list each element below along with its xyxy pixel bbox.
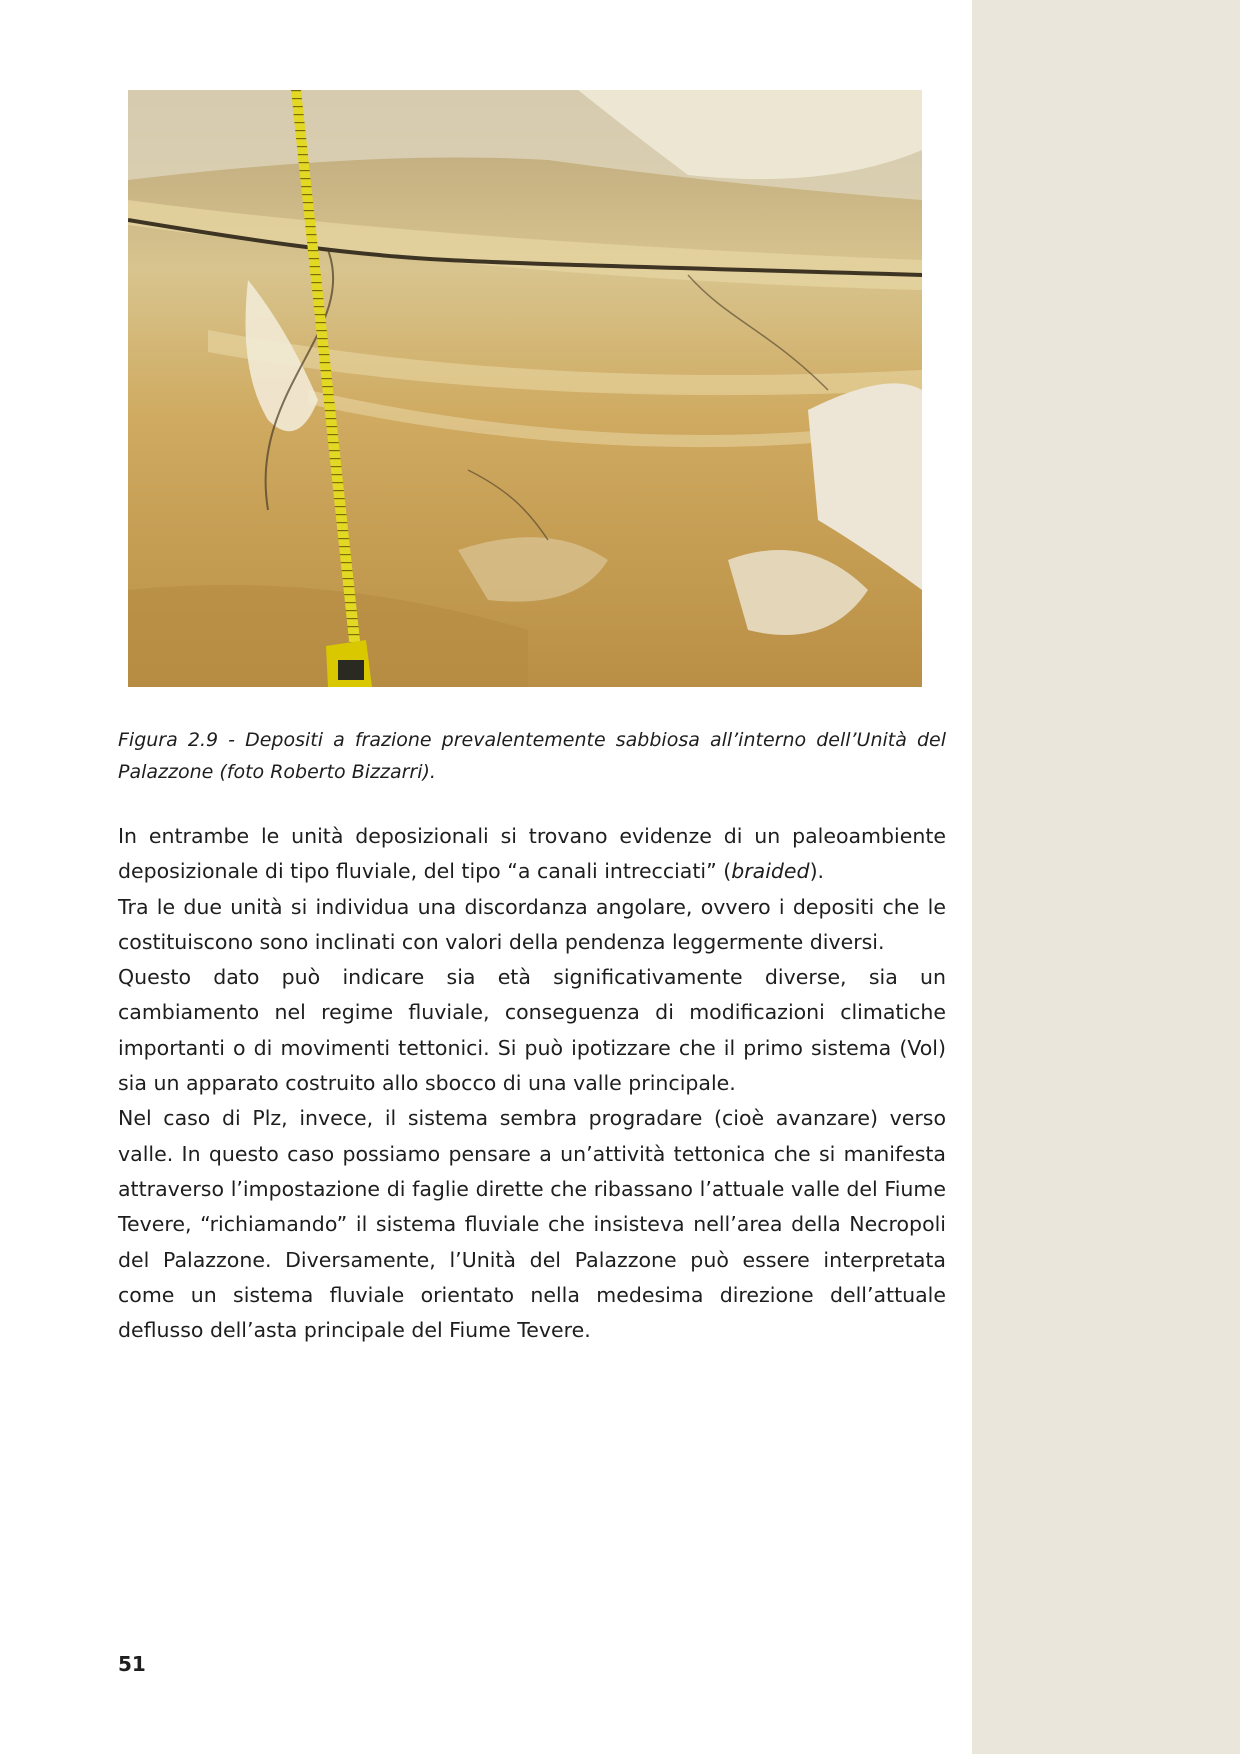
page-side-band bbox=[972, 0, 1240, 1754]
figure-caption: Figura 2.9 - Depositi a frazione prevalentemente sabbiosa all’interno dell’Unità del Palazzone (foto Roberto Bizzarri). bbox=[118, 729, 946, 783]
body-text bbox=[118, 819, 946, 1348]
italic-term: braided bbox=[731, 859, 810, 884]
outcrop-photo-graphic bbox=[128, 90, 922, 687]
paragraph bbox=[118, 819, 946, 890]
paragraph: Nel caso di Plz, invece, il sistema sembra progradare (cioè avanzare) verso valle. In questo caso possiamo pensare a un’attività tettonica che si manifesta attraverso l’impostazione di faglie dirette che ribassano l’attuale valle del Fiume Tevere, “richiamando” il sistema fluviale che insisteva nell’area della Necropoli del Palazzone. Diversamente, l’Unità del Palazzone può essere interpretata come un sistema fluviale orientato nella medesima direzione dell’attuale deflusso dell’asta principale del Fiume Tevere. bbox=[118, 1106, 946, 1343]
paragraph-text: In entrambe le unità deposizionali si trovano evidenze di un paleoambiente deposizionale di tipo fluviale, del tipo “a canali intrecciati” ( bbox=[118, 824, 946, 884]
outcrop-photo bbox=[128, 90, 922, 687]
paragraph-text: ). bbox=[809, 859, 825, 884]
paragraph: Tra le due unità si individua una discordanza angolare, ovvero i depositi che le costituiscono sono inclinati con valori della pendenza leggermente diversi. bbox=[118, 894, 946, 954]
paragraph: Questo dato può indicare sia età significativamente diverse, sia un cambiamento nel regime fluviale, conseguenza di modificazioni climatiche importanti o di movimenti tettonici. Si può ipotizzare che il primo sistema (Vol) sia un apparato costruito allo sbocco di una valle principale. bbox=[118, 965, 946, 1096]
page-number: 51 bbox=[118, 1652, 146, 1676]
